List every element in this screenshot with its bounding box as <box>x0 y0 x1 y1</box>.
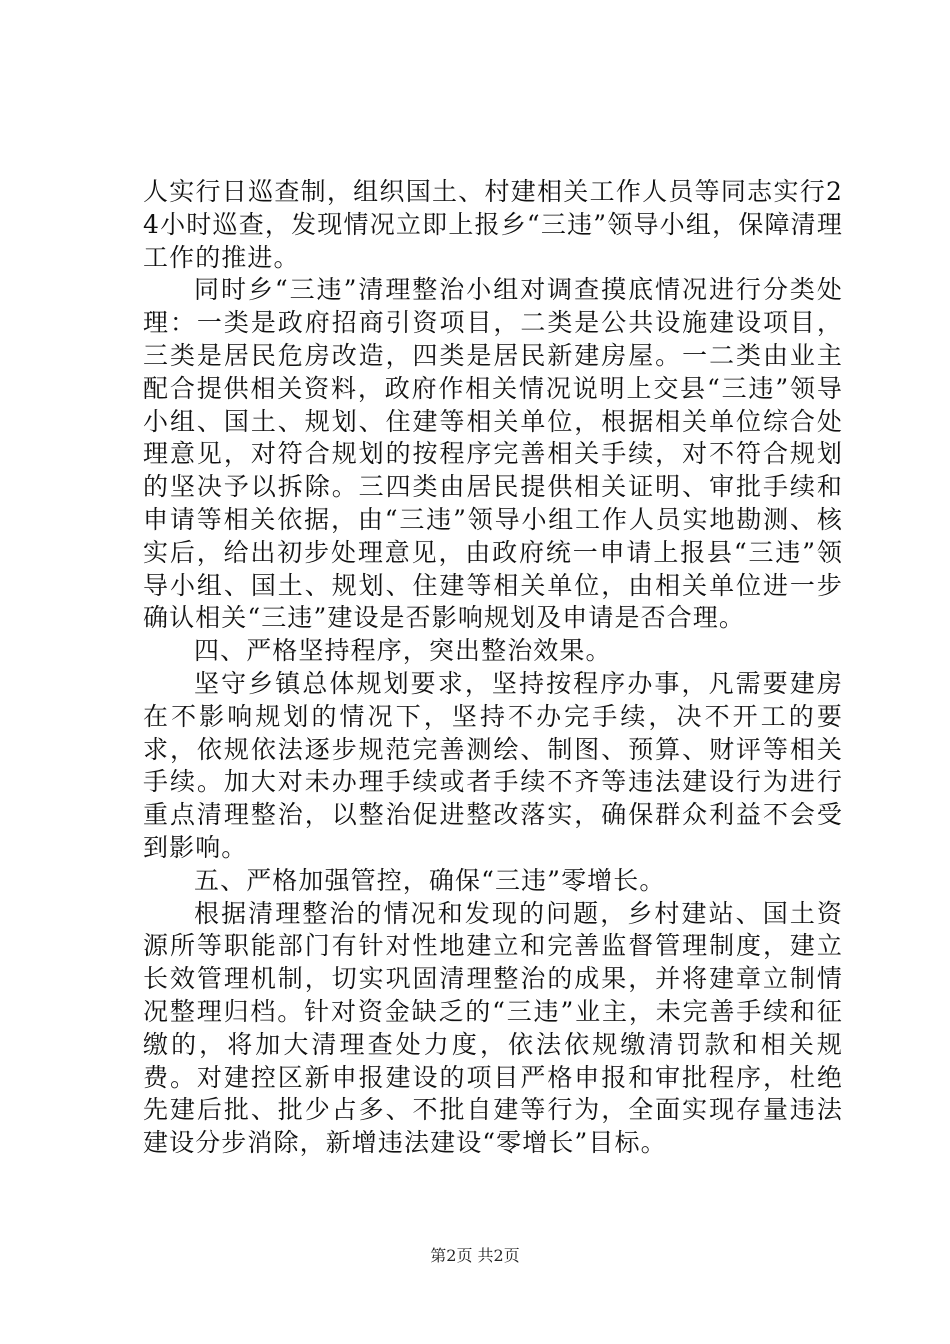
section-heading-4: 四、严格坚持程序，突出整治效果。 <box>194 636 612 666</box>
paragraph-1: 人实行日巡查制，组织国土、村建相关工作人员等同志实行24小时巡查，发现情况立即上报乡“三违”领导小组，保障清理工作的推进。 <box>143 177 843 272</box>
paragraph-2: 同时乡“三违”清理整治小组对调查摸底情况进行分类处理：一类是政府招商引资项目，二类是公共设施建设项目，三类是居民危房改造，四类是居民新建房屋。一二类由业主配合提供相关资料，政府作相关情况说明上交县“三违”领导小组、国土、规划、住建等相关单位，根据相关单位综合处理意见，对符合规划的按程序完善相关手续，对不符合规划的坚决予以拆除。三四类由居民提供相关证明、审批手续和申请等相关依据，由“三违”领导小组工作人员实地勘测、核实后，给出初步处理意见，由政府统一申请上报县“三违”领导小组、国土、规划、住建等相关单位，由相关单位进一步确认相关“三违”建设是否影响规划及申请是否合理。 <box>143 275 843 633</box>
page-footer <box>0 1246 950 1266</box>
section-heading-5: 五、严格加强管控，确保“三违”零增长。 <box>194 865 666 895</box>
paragraph-4: 坚守乡镇总体规划要求，坚持按程序办事，凡需要建房在不影响规划的情况下，坚持不办完手续，决不开工的要求，依规依法逐步规范完善测绘、制图、预算、财评等相关手续。加大对未办理手续或者手续不齐等违法建设行为进行重点清理整治，以整治促进整改落实，确保群众利益不会受到影响。 <box>143 668 843 862</box>
page-number-label: 第2页 共2页 <box>430 1246 520 1265</box>
paragraph-6: 根据清理整治的情况和发现的问题，乡村建站、国土资源所等职能部门有针对性地建立和完善监督管理制度，建立长效管理机制，切实巩固清理整治的成果，并将建章立制情况整理归档。针对资金缺乏的“三违”业主，未完善手续和征缴的，将加大清理查处力度，依法依规缴清罚款和相关规费。对建控区新申报建设的项目严格申报和审批程序，杜绝先建后批、批少占多、不批自建等行为，全面实现存量违法建设分步消除，新增违法建设“零增长”目标。 <box>143 898 843 1158</box>
document-body <box>143 176 843 1160</box>
